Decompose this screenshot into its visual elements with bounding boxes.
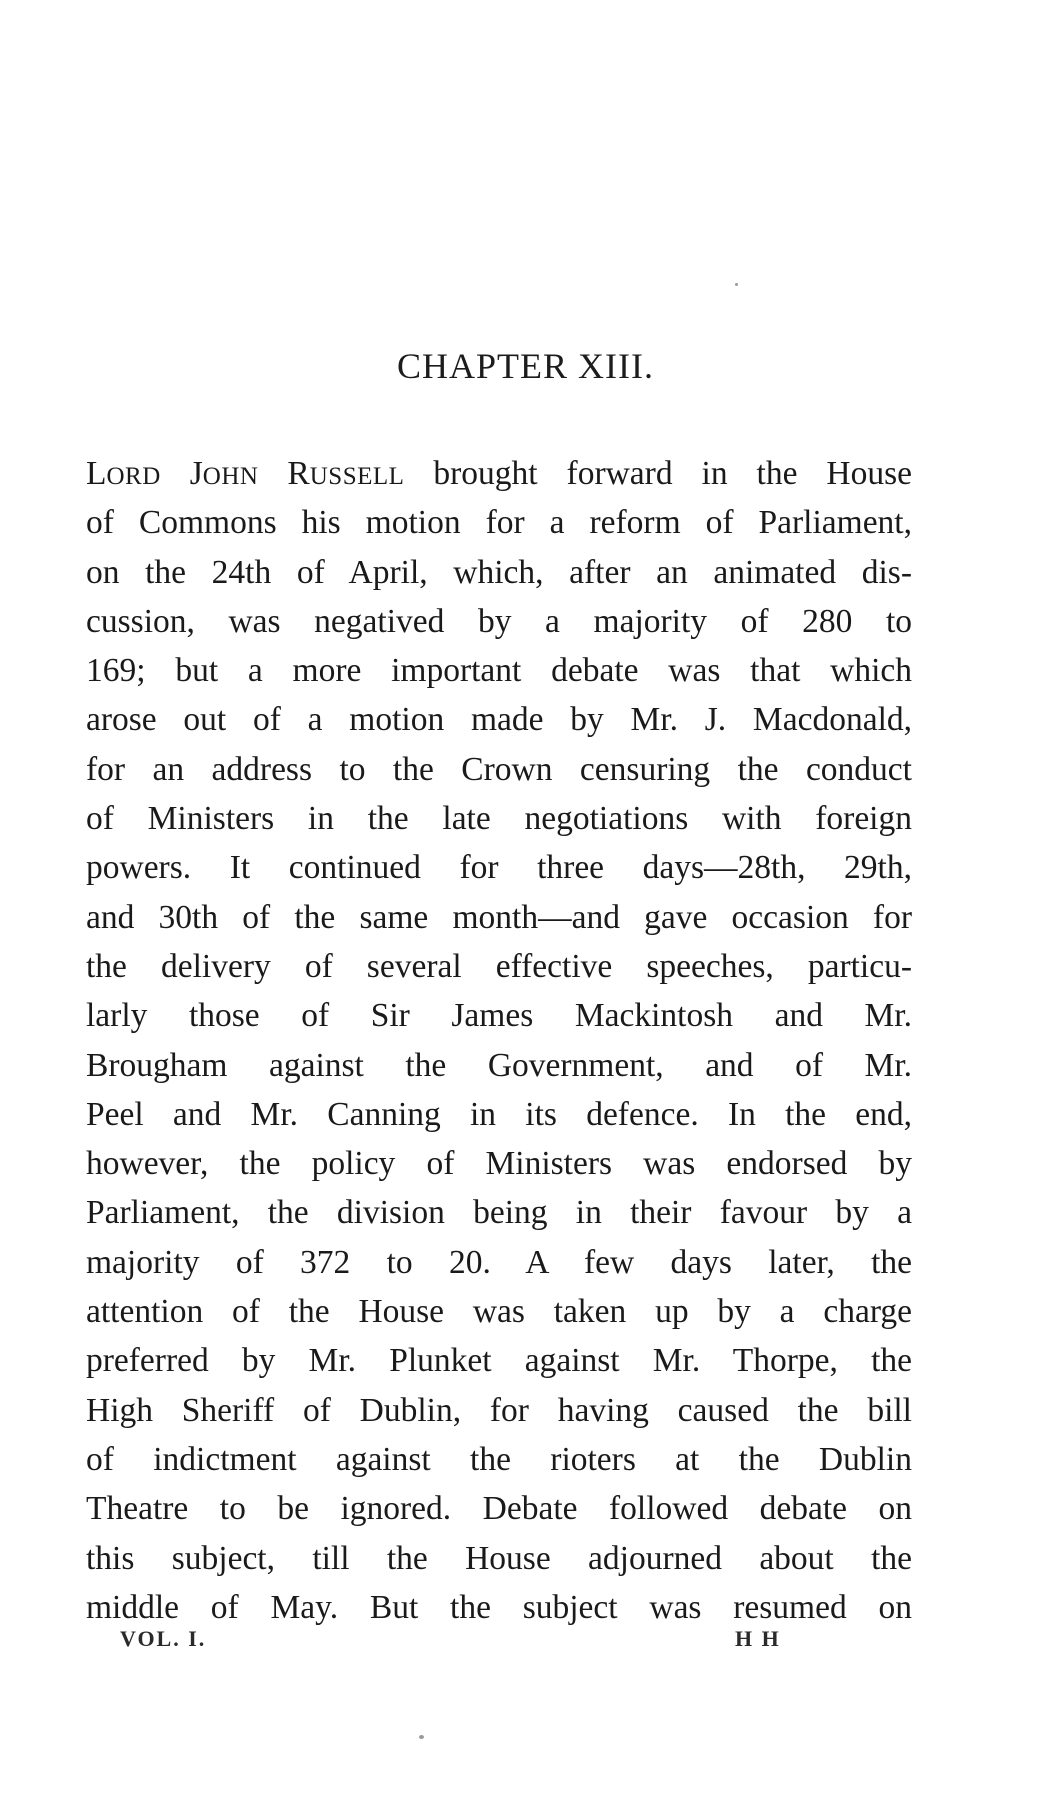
- text-line: for an address to the Crown censuring the conduct: [86, 750, 912, 788]
- text-line: of indictment against the rioters at the Dublin: [86, 1440, 912, 1478]
- small-caps-name-lord: LORD: [86, 455, 161, 492]
- paper-speck: [419, 1735, 424, 1739]
- body-paragraph: [86, 449, 912, 1632]
- text-line: arose out of a motion made by Mr. J. Macdonald,: [86, 701, 912, 739]
- text-line: majority of 372 to 20. A few days later, the: [86, 1243, 912, 1281]
- text-line: middle of May. But the subject was resumed on: [86, 1588, 912, 1626]
- text-line: attention of the House was taken up by a charge: [86, 1293, 912, 1331]
- text-line: larly those of Sir James Mackintosh and Mr.: [86, 997, 912, 1035]
- small-caps-name-john: JOHN: [189, 455, 259, 492]
- first-line-rest: brought forward in the House: [433, 455, 912, 492]
- text-line: however, the policy of Ministers was endorsed by: [86, 1145, 912, 1183]
- paper-speck: [735, 283, 738, 286]
- text-line: Parliament, the division being in their favour by a: [86, 1194, 912, 1232]
- text-line: Brougham against the Government, and of Mr.: [86, 1046, 912, 1084]
- text-line: Peel and Mr. Canning in its defence. In the end,: [86, 1095, 912, 1133]
- text-line: 169; but a more important debate was that which: [86, 652, 912, 690]
- chapter-heading: CHAPTER XIII.: [397, 346, 654, 386]
- text-line: powers. It continued for three days—28th, 29th,: [86, 849, 912, 887]
- small-caps-name-russell: RUSSELL: [287, 455, 405, 492]
- printer-signature-mark: H H: [735, 1626, 781, 1651]
- text-line: of Commons his motion for a reform of Parliament,: [86, 504, 912, 542]
- text-line: on the 24th of April, which, after an animated dis-: [86, 553, 912, 591]
- text-line: this subject, till the House adjourned about the: [86, 1539, 912, 1577]
- text-line: and 30th of the same month—and gave occasion for: [86, 898, 912, 936]
- text-line-1: [86, 449, 912, 498]
- text-line: cussion, was negatived by a majority of 280 to: [86, 602, 912, 640]
- text-line: the delivery of several effective speeches, particu-: [86, 947, 912, 985]
- text-line: Theatre to be ignored. Debate followed debate on: [86, 1490, 912, 1528]
- volume-mark: VOL. I.: [120, 1626, 207, 1651]
- text-line: High Sheriff of Dublin, for having caused the bill: [86, 1391, 912, 1429]
- text-line: preferred by Mr. Plunket against Mr. Thorpe, the: [86, 1342, 912, 1380]
- text-line: of Ministers in the late negotiations with foreign: [86, 800, 912, 838]
